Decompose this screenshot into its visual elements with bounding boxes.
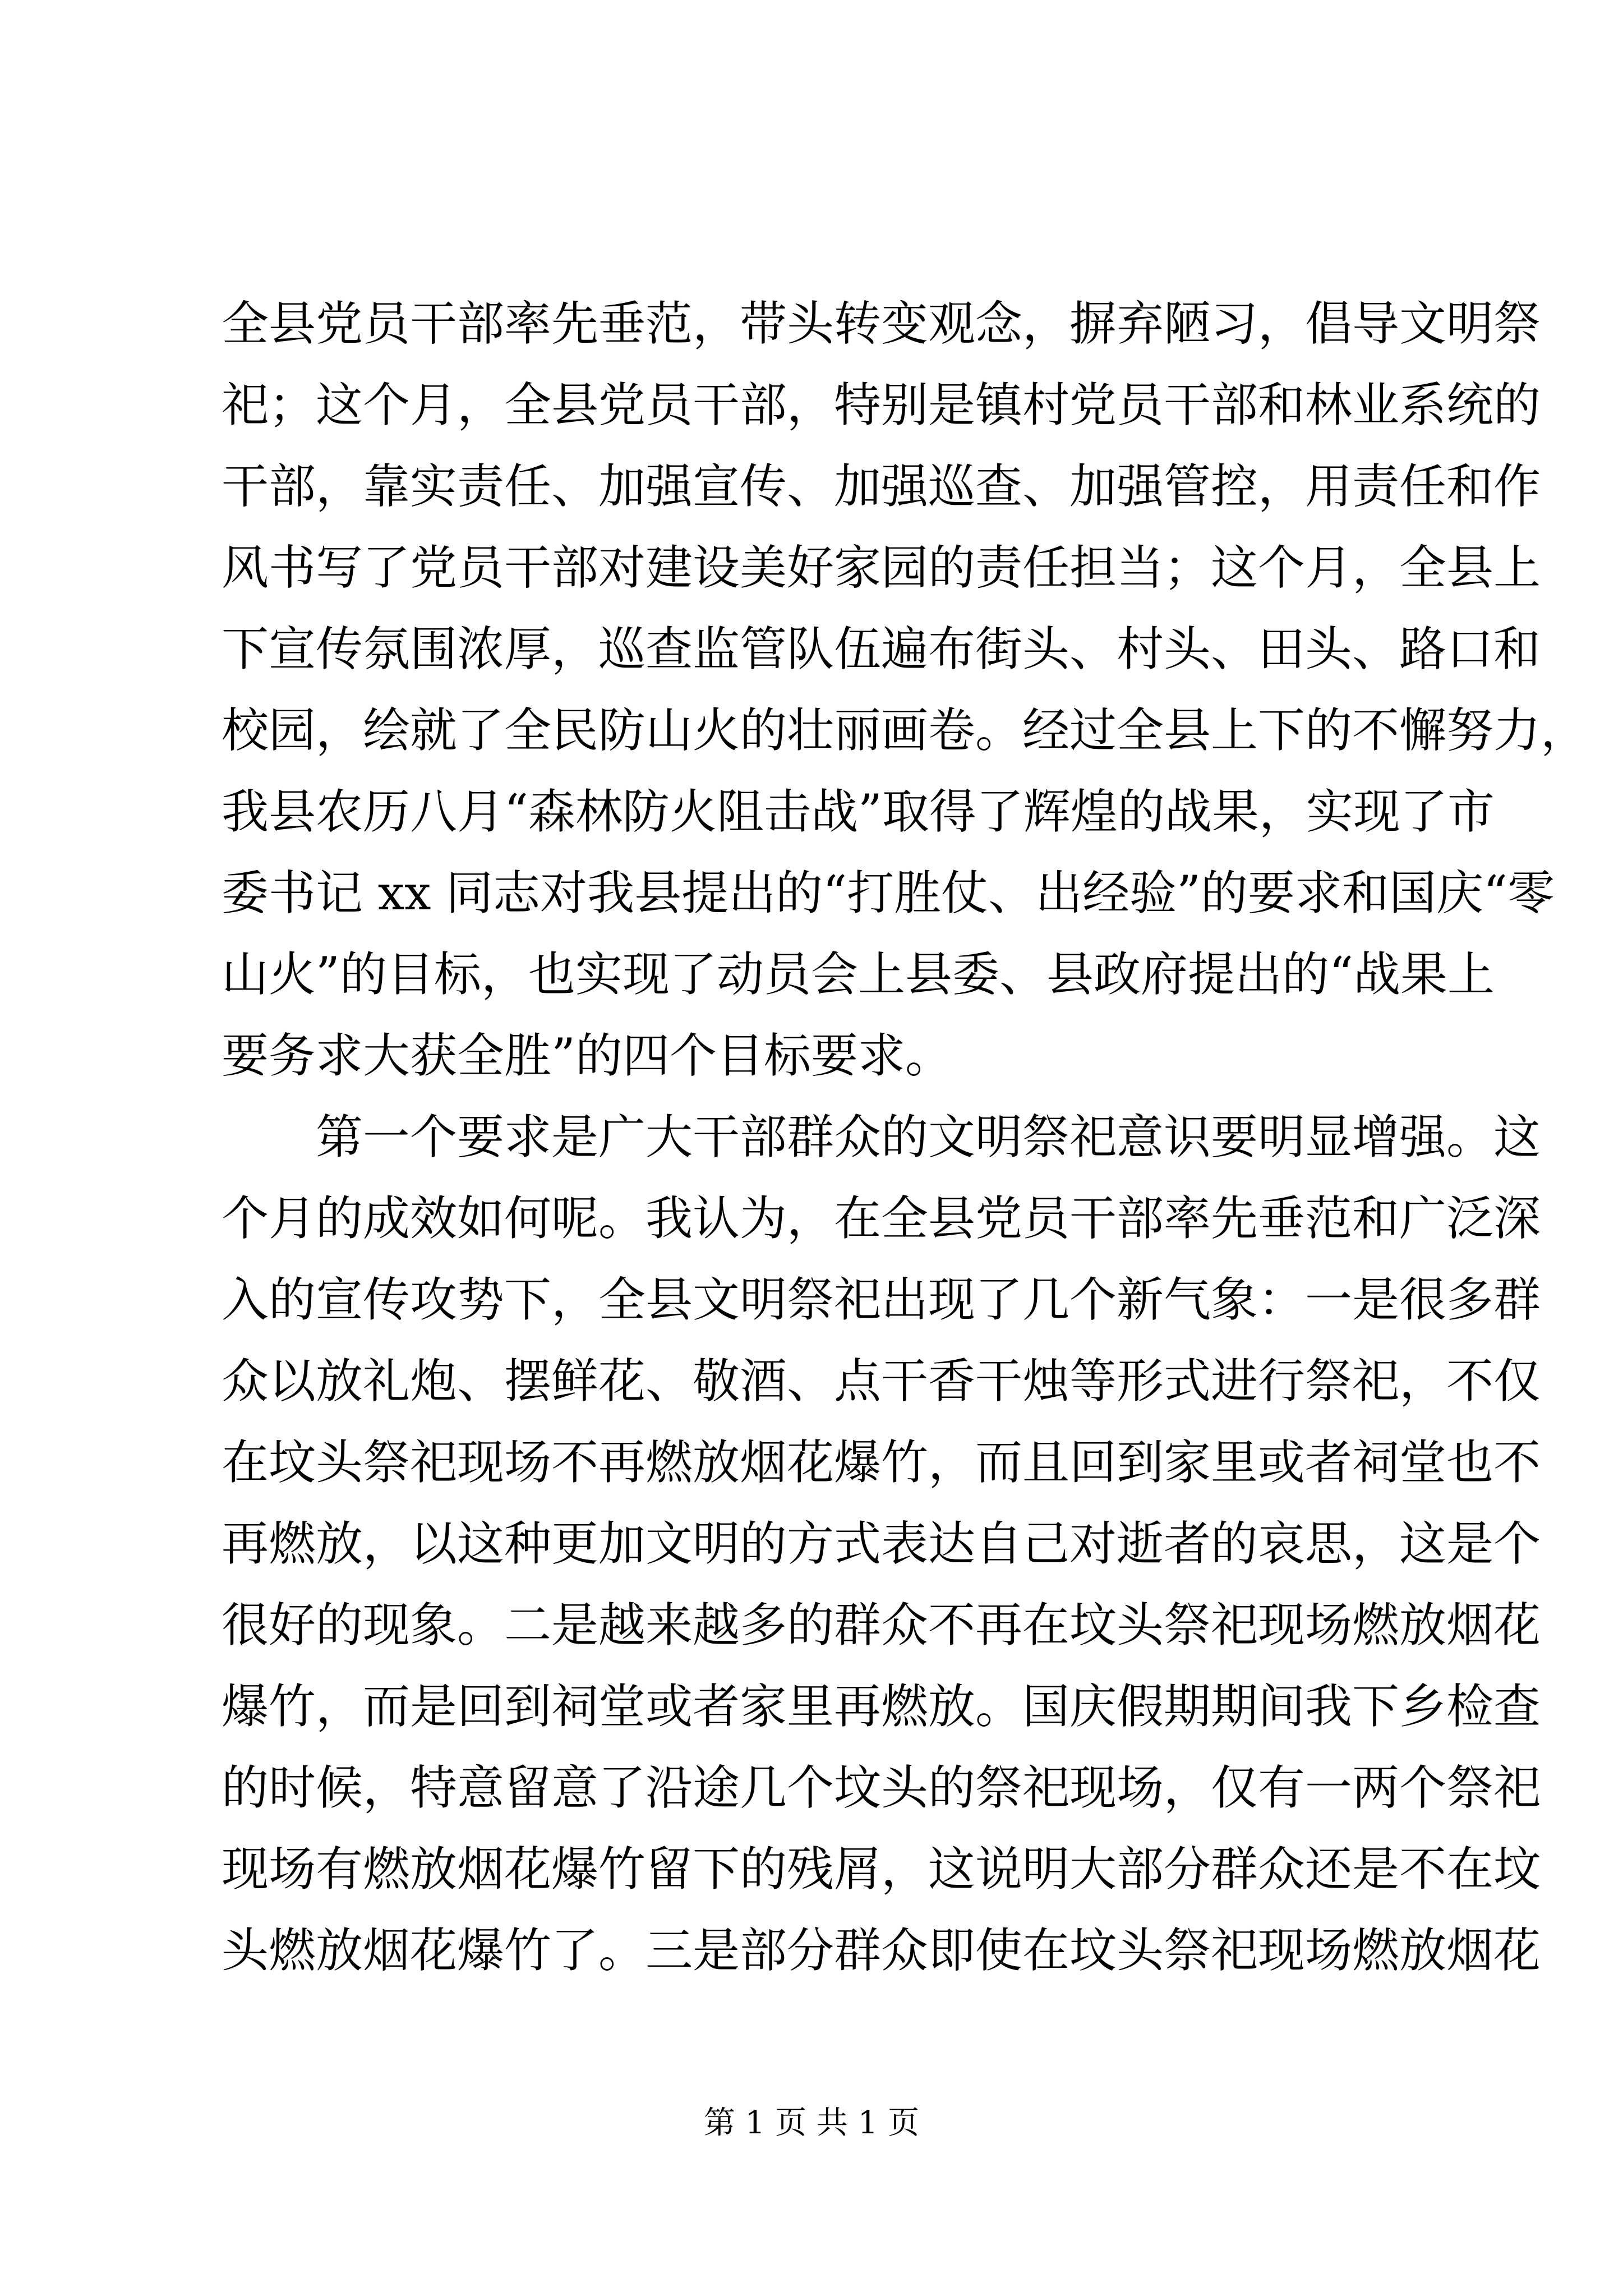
text-line: 委书记 xx 同志对我县提出的“打胜仗、出经验”的要求和国庆“零 [222, 866, 1555, 921]
text-line: 干部，靠实责任、加强宣传、加强巡查、加强管控，用责任和作 [222, 459, 1541, 514]
body-text [222, 283, 1588, 1991]
text-line: 入的宣传攻势下，全县文明祭祀出现了几个新气象：一是很多群 [222, 1272, 1541, 1327]
text-line: 现场有燃放烟花爆竹留下的残屑，这说明大部分群众还是不在坟 [222, 1842, 1541, 1897]
text-line: 下宣传氛围浓厚，巡查监管队伍遍布街头、村头、田头、路口和 [222, 622, 1541, 677]
text-line: 个月的成效如何呢。我认为，在全县党员干部率先垂范和广泛深 [222, 1191, 1541, 1246]
text-line: 头燃放烟花爆竹了。三是部分群众即使在坟头祭祀现场燃放烟花 [222, 1923, 1541, 1978]
text-line: 的时候，特意留意了沿途几个坟头的祭祀现场，仅有一两个祭祀 [222, 1760, 1541, 1815]
text-line: 山火”的目标，也实现了动员会上县委、县政府提出的“战果上 [222, 947, 1495, 1002]
page-footer: 第 1 页 共 1 页 [703, 2105, 920, 2141]
text-line: 很好的现象。二是越来越多的群众不再在坟头祭祀现场燃放烟花 [222, 1598, 1541, 1653]
text-line: 再燃放，以这种更加文明的方式表达自己对逝者的哀思，这是个 [222, 1516, 1541, 1571]
text-line: 众以放礼炮、摆鲜花、敬酒、点干香干烛等形式进行祭祀，不仅 [222, 1354, 1541, 1409]
text-line: 全县党员干部率先垂范，带头转变观念，摒弃陋习，倡导文明祭 [222, 296, 1541, 351]
text-line: 在坟头祭祀现场不再燃放烟花爆竹，而且回到家里或者祠堂也不 [222, 1435, 1541, 1490]
text-line: 我县农历八月“森林防火阻击战”取得了辉煌的战果，实现了市 [222, 784, 1495, 839]
text-line: 祀；这个月，全县党员干部，特别是镇村党员干部和林业系统的 [222, 378, 1541, 432]
text-line: 第一个要求是广大干部群众的文明祭祀意识要明显增强。这 [222, 1110, 1541, 1165]
text-line: 风书写了党员干部对建设美好家园的责任担当；这个月，全县上 [222, 540, 1541, 595]
text-line: 要务求大获全胜”的四个目标要求。 [222, 1028, 952, 1083]
text-line: 校园，绘就了全民防山火的壮丽画卷。经过全县上下的不懈努力， [222, 703, 1588, 758]
text-line: 爆竹，而是回到祠堂或者家里再燃放。国庆假期期间我下乡检查 [222, 1679, 1541, 1734]
